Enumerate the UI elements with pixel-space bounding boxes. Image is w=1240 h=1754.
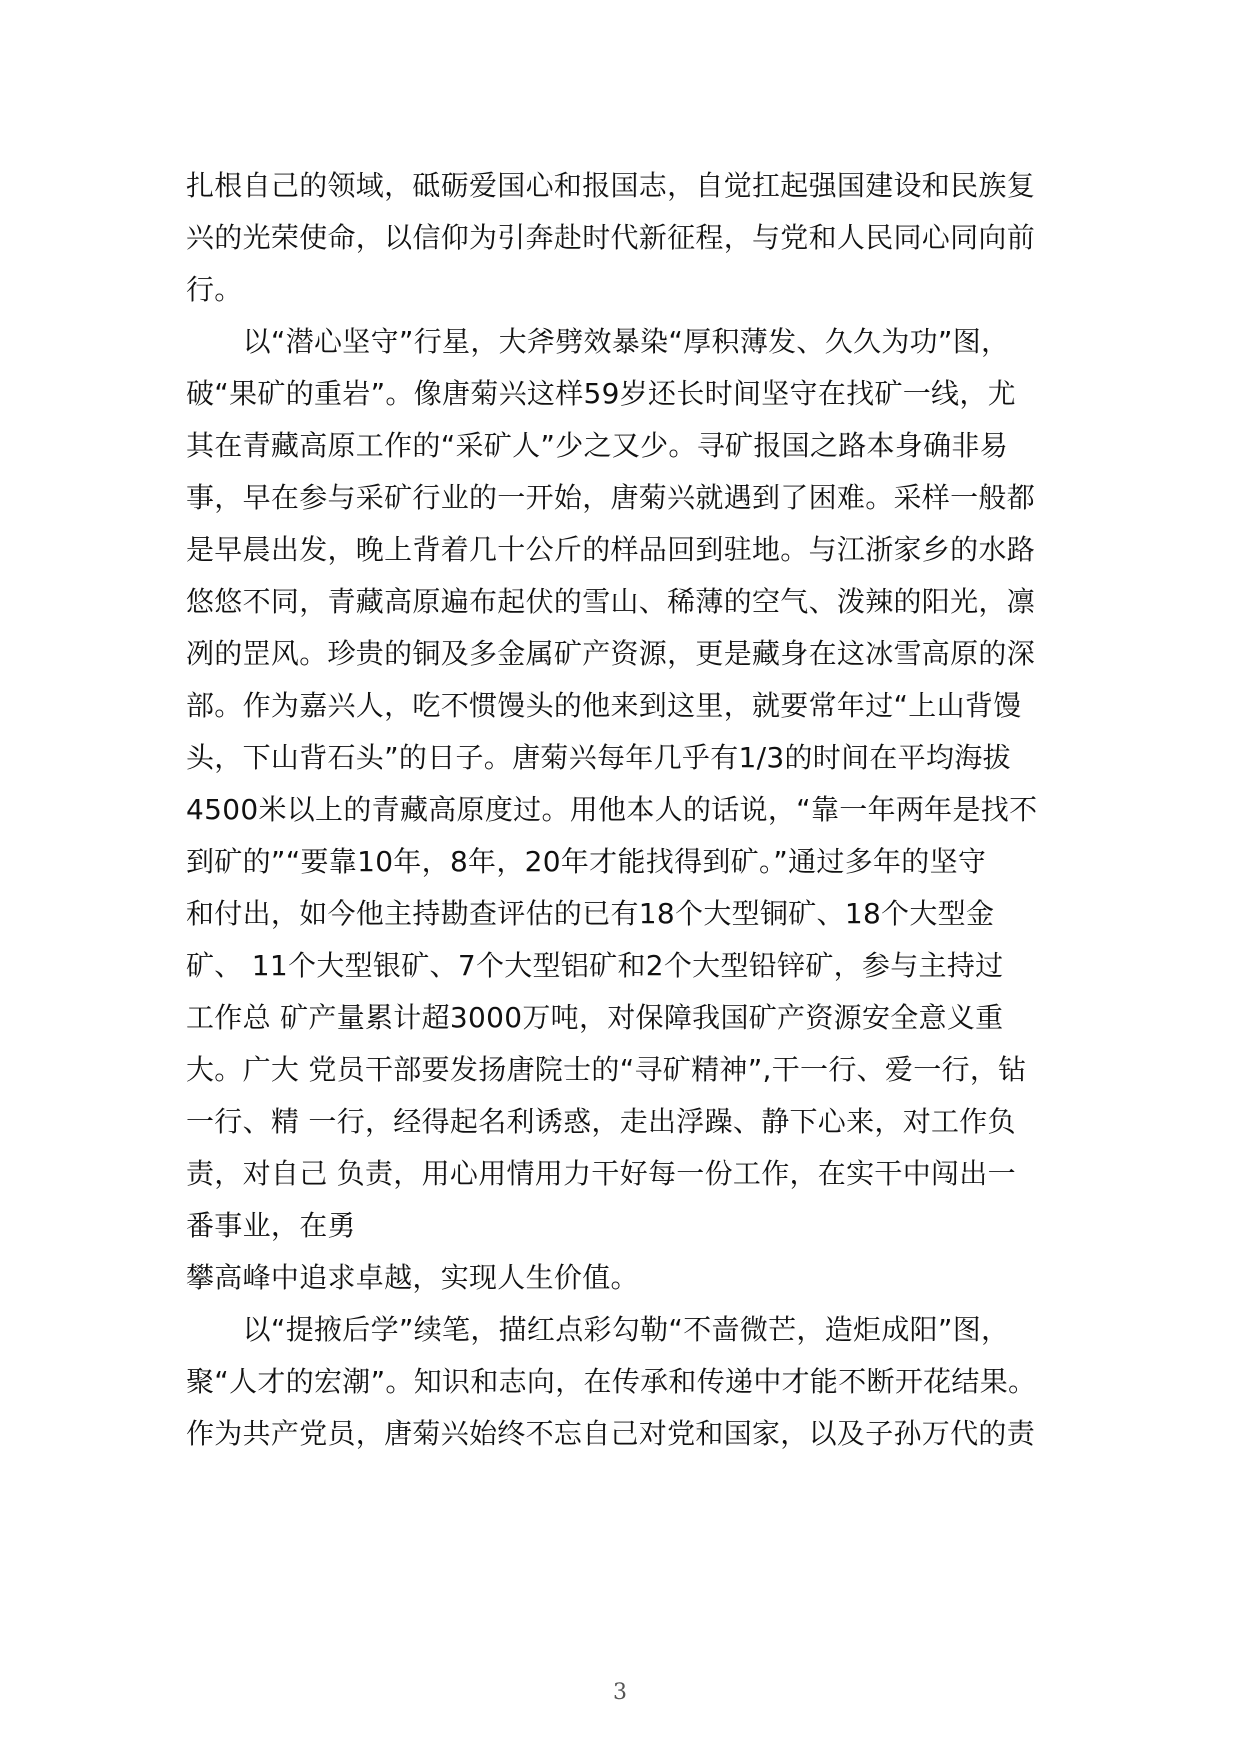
text-line: 头，下山背石头”的日子。唐菊兴每年几乎有1/3的时间在平均海拔	[186, 741, 1011, 774]
text-line: 和付出，如今他主持勘查评估的已有18个大型铜矿、18个大型金	[186, 897, 995, 930]
text-line: 矿、 11个大型银矿、7个大型铝矿和2个大型铅锌矿，参与主持过	[186, 949, 1004, 982]
text-line: 破“果矿的重岩”。像唐菊兴这样59岁还长时间坚守在找矿一线，尤	[186, 377, 1016, 410]
text-line: 是早晨出发，晚上背着几十公斤的样品回到驻地。与江浙家乡的水路	[186, 533, 1036, 566]
text-line: 聚“人才的宏潮”。知识和志向，在传承和传递中才能不断开花结果。	[186, 1365, 1037, 1398]
text-line: 部。作为嘉兴人，吃不惯馒头的他来到这里，就要常年过“上山背馒	[186, 689, 1022, 722]
text-line: 作为共产党员，唐菊兴始终不忘自己对党和国家，以及子孙万代的责	[186, 1417, 1036, 1450]
page-number: 3	[613, 1680, 627, 1705]
text-line: 大。广大 党员干部要发扬唐院士的“寻矿精神”,干一行、爱一行，钻	[186, 1053, 1027, 1086]
text-line: 悠悠不同，青藏高原遍布起伏的雪山、稀薄的空气、泼辣的阳光，凛	[186, 585, 1036, 618]
text-line: 扎根自己的领域，砥砺爱国心和报国志，自觉扛起强国建设和民族复	[186, 169, 1036, 202]
text-line: 番事业，在勇	[186, 1209, 356, 1242]
text-line: 其在青藏高原工作的“采矿人”少之又少。寻矿报国之路本身确非易	[186, 429, 1009, 462]
text-line: 工作总 矿产量累计超3000万吨，对保障我国矿产资源安全意义重	[186, 1001, 1004, 1034]
text-line: 冽的罡风。珍贵的铜及多金属矿产资源，更是藏身在这冰雪高原的深	[186, 637, 1036, 670]
body-text	[186, 160, 1066, 1460]
text-line: 以“潜心坚守”行星，大斧劈效暴染“厚积薄发、久久为功”图，	[186, 325, 1010, 358]
text-line: 以“提掖后学”续笔，描红点彩勾勒“不啬微芒，造炬成阳”图，	[186, 1313, 1010, 1346]
text-line: 到矿的”“要靠10年，8年，20年才能找得到矿。”通过多年的坚守	[186, 845, 987, 878]
text-line: 行。	[186, 273, 243, 306]
text-line: 一行、精 一行，经得起名利诱惑，走出浮躁、静下心来，对工作负	[186, 1105, 1016, 1138]
text-line: 责，对自己 负责，用心用情用力干好每一份工作，在实干中闯出一	[186, 1157, 1016, 1190]
text-line: 兴的光荣使命，以信仰为引奔赴时代新征程，与党和人民同心同向前	[186, 221, 1036, 254]
text-line: 事，早在参与采矿行业的一开始，唐菊兴就遇到了困难。采样一般都	[186, 481, 1036, 514]
text-line: 攀高峰中追求卓越，实现人生价值。	[186, 1261, 639, 1294]
text-line: 4500米以上的青藏高原度过。用他本人的话说，“靠一年两年是找不	[186, 793, 1038, 826]
